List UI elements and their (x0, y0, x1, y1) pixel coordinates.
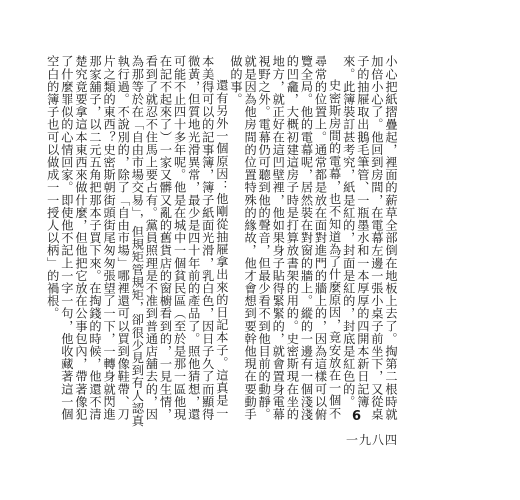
running-footer-title: 一九八四 (346, 433, 399, 447)
paragraph-2: 史密斯房間的電幕，也不知道為了什麼原因，竟安放在一個不尋常的位置上。通常都是放在面對進門的牆上的，因為這樣可以俯覽全局。他的電幕呢，居然裝在對窗的牆上。縱的一邊有一個淺淺的凹龕，大概初建這房子時是打算放書架的用的。史密斯現在坐的地方，就正好在這凹壁裡，他如果身子貼得緊緊的，就會置身電幕視野之外。電幕仍可聽到他的聲音，但最少看不到他目前的動靜。就是因為他房間的位置特殊的緣故，他才會想到要幹他現在要動手做的事。 (228, 55, 342, 421)
page-number: 6 (352, 409, 362, 424)
paragraph-1: 小心把紙摺疊起，裡面的薪草全部倒在地板上去了。掏第二根時就加倍小心了。他回到房間，在電幕左邊一張小桌子前坐下，又從桌子的抽屜取出鵝毛筆管、一瓶墨水和一本厚厚的四開本新日記簿來。此簿裝訂甚考究，紙是紅的，封面是紅的，封底是紅色的。 (341, 55, 398, 421)
paragraph-3: 還有另外一個原因：他剛從抽屜拿出來的日記本子。這真是一本美得可以的記事簿，簿子紙面光滑，乳白色，因日子久了而顯得微黃，但質地光滑異常，最少是四十年前的產品了。照他猜想，還可能不止四十多年呢。他是在城中一個貧民區（至於是那一區他現在記不起來了）一家又髒又亂的舊貨店的窗櫥看到的，一見生情，看到了就忍不住馬上要占有。黨員照理是不准到普通店舖去的，因為那等於在「自由市場交易」，但規矩管規矩，卻很少見到有人認真執行過。不說別的，除了「自由市場」哪裡還可以買到像鞋帶、刀片之類的東西？史密斯朝街頭街尾匆匆張望了一下，一轉身就閃進那家舖子，以二元五角把那本子買下來。在掏錢的時候，他還不清楚究竟要拿這本東西來做什麼，但他把它放在公事包內，帶著像犯了什麼罪似的心情回家。即使他不記上一字一句，他收藏著這一個空白的簿子也可以做成一一授人以柄」的禍根。 (45, 55, 229, 427)
body-text (45, 55, 398, 430)
